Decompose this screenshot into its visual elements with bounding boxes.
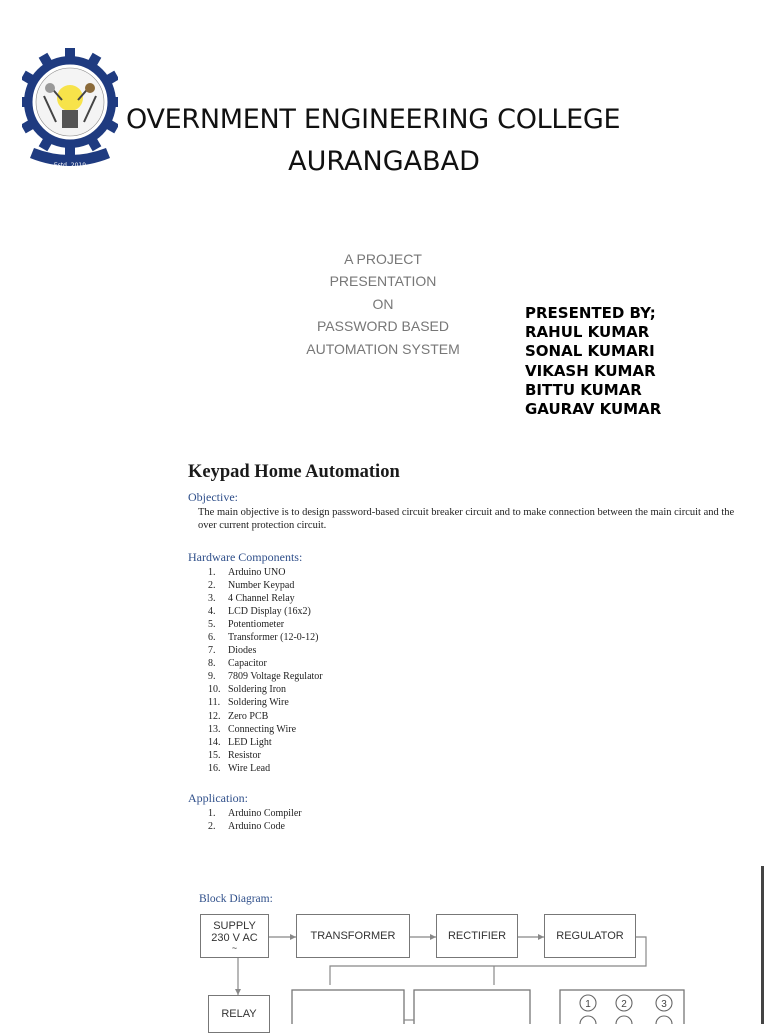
keypad-key-6	[656, 1016, 672, 1024]
keypad-key-label: 1	[585, 999, 591, 1010]
project-title-line: A PROJECT	[344, 251, 422, 267]
rectifier-label: RECTIFIER	[447, 930, 507, 942]
hardware-item-number: 12.	[208, 710, 221, 722]
transformer-block	[296, 914, 410, 958]
hardware-item-number: 16.	[208, 762, 221, 774]
transformer-label: TRANSFORMER	[310, 930, 396, 942]
application-heading: Application:	[188, 790, 248, 805]
document-title: Keypad Home Automation	[188, 462, 400, 482]
hardware-item-text: Zero PCB	[228, 710, 269, 722]
hardware-item-text: Soldering Wire	[228, 697, 289, 709]
hardware-item-text: 7809 Voltage Regulator	[228, 671, 323, 683]
rectifier-block	[436, 914, 518, 958]
hardware-item-number: 5.	[208, 619, 216, 631]
hardware-item-text: Number Keypad	[228, 580, 295, 592]
application-item-number: 2.	[208, 820, 216, 832]
objective-text: The main objective is to design password-based circuit breaker circuit and to make connection between the main circuit and the over current protection circuit.	[198, 507, 735, 531]
hardware-item-number: 15.	[208, 749, 221, 761]
ac-symbol: ~	[231, 943, 238, 953]
hardware-item-number: 3.	[208, 593, 216, 605]
application-item-number: 1.	[208, 807, 216, 819]
hardware-item-text: Connecting Wire	[228, 723, 297, 735]
hardware-item-number: 1.	[208, 567, 216, 578]
keypad-key-5	[616, 1016, 632, 1024]
presenters-heading: PRESENTED BY;	[525, 304, 656, 322]
hardware-item-text: Potentiometer	[228, 619, 285, 631]
block-diagram-label: Block Diagram:	[199, 893, 273, 905]
presenter-name: VIKASH KUMAR	[525, 361, 656, 380]
college-name-line-1: OVERNMENT ENGINEERING COLLEGE	[126, 104, 621, 135]
hardware-item-number: 8.	[208, 658, 216, 670]
hardware-item-text: 4 Channel Relay	[228, 593, 295, 605]
regulator-block	[544, 914, 636, 958]
hardware-item-number: 7.	[208, 645, 216, 657]
hardware-item-text: Wire Lead	[228, 762, 271, 774]
objective-heading: Objective:	[188, 490, 238, 504]
supply-voltage: 230 V AC	[211, 932, 258, 944]
hardware-heading: Hardware Components:	[188, 550, 303, 564]
presenter-name: SONAL KUMARI	[525, 342, 655, 361]
college-name-line-2: AURANGABAD	[288, 146, 480, 177]
hardware-item-text: Soldering Iron	[228, 684, 287, 696]
hardware-item-text: Capacitor	[228, 658, 267, 670]
hardware-item-text: Transformer (12-0-12)	[228, 632, 319, 644]
supply-block	[200, 914, 269, 958]
hardware-item-number: 9.	[208, 671, 216, 683]
presenter-name: GAURAV KUMAR	[525, 400, 662, 419]
project-title-line: PRESENTATION	[329, 273, 437, 290]
hardware-item-number: 13.	[208, 723, 221, 735]
hardware-item-text: Resistor	[228, 749, 261, 761]
application-item-text: Arduino Compiler	[228, 807, 302, 819]
hardware-item-number: 10.	[208, 684, 221, 696]
relay-label: RELAY	[221, 1008, 257, 1020]
relay-block	[208, 995, 270, 1033]
keypad-key-label: 3	[661, 999, 667, 1010]
hardware-item-number: 2.	[208, 580, 216, 592]
hardware-item-number: 14.	[208, 736, 221, 748]
project-title-line: PASSWORD BASED	[317, 318, 449, 335]
application-item-text: Arduino Code	[228, 820, 285, 832]
vertical-scrollbar[interactable]	[761, 866, 764, 1024]
project-title-line: ON	[372, 295, 394, 312]
hardware-item-number: 11.	[208, 697, 221, 709]
svg-text:Estd. 2019: Estd. 2019	[53, 162, 87, 169]
hardware-item-text: Diodes	[228, 645, 257, 657]
presenter-name: BITTU KUMAR	[525, 380, 642, 399]
hardware-item-number: 4.	[208, 606, 216, 618]
keypad-key-label: 2	[621, 999, 627, 1010]
regulator-label: REGULATOR	[556, 930, 624, 942]
hardware-item-text: LED Light	[228, 736, 272, 748]
supply-label: SUPPLY	[213, 920, 256, 932]
presenter-name: RAHUL KUMAR	[525, 323, 650, 342]
keypad-key-4	[580, 1016, 596, 1024]
hardware-item-text: Arduino UNO	[228, 567, 286, 578]
hardware-item-text: LCD Display (16x2)	[228, 606, 311, 618]
project-title-line: AUTOMATION SYSTEM	[306, 340, 460, 357]
hardware-item-number: 6.	[208, 632, 216, 644]
